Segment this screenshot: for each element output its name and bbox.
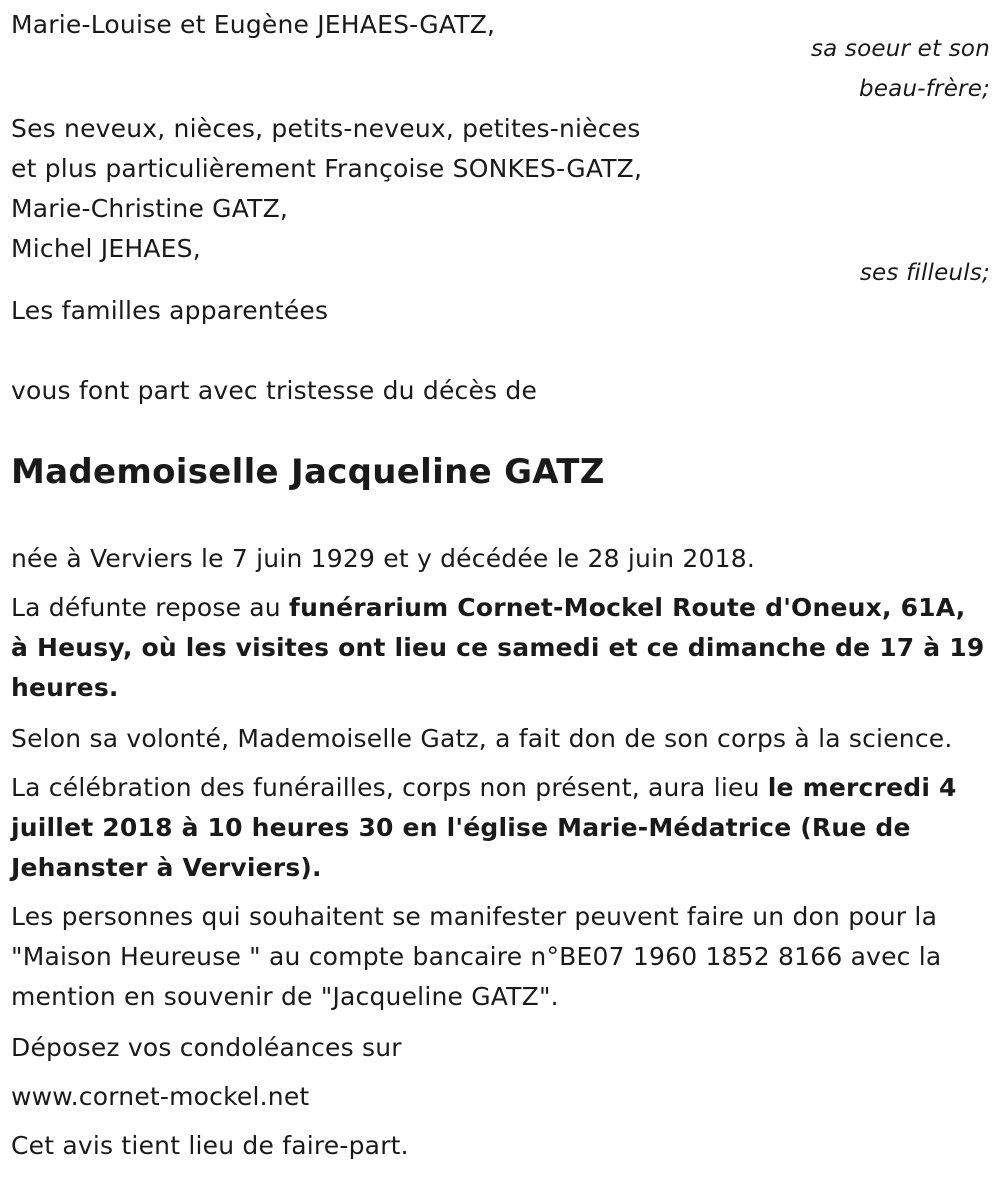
families-line: Les familles apparentées — [11, 296, 329, 325]
donation-paragraph: Les personnes qui souhaitent se manifester peuvent faire un don pour la "Maison Heureuse " au compte bancaire n°BE07 1960 1852 8166 avec la mention en souvenir de "Jacqueline GATZ". — [11, 902, 942, 1011]
deceased-name: Mademoiselle Jacqueline GATZ — [11, 452, 605, 492]
science-line: Selon sa volonté, Mademoiselle Gatz, a fait don de son corps à la science. — [11, 724, 953, 753]
notice-line: Cet avis tient lieu de faire-part. — [11, 1131, 409, 1160]
nephews-line-3: Marie-Christine GATZ, — [11, 194, 289, 223]
nephews-line-2: et plus particulièrement Françoise SONKES-GATZ, — [11, 154, 643, 183]
nephews-line-1: Ses neveux, nièces, petits-neveux, petites-nièces — [11, 114, 641, 143]
sister-line: Marie-Louise et Eugène JEHAES-GATZ, — [11, 10, 496, 39]
rest-paragraph: La défunte repose au funérarium Cornet-Mockel Route d'Oneux, 61A, à Heusy, où les visites ont lieu ce samedi et ce dimanche de 17 à 19 heures. — [11, 593, 985, 702]
birth-death-line: née à Verviers le 7 juin 1929 et y décédée le 28 juin 2018. — [11, 544, 755, 573]
ceremony-paragraph: La célébration des funérailles, corps non présent, aura lieu le mercredi 4 juillet 2018 à 10 heures 30 en l'église Marie-Médatrice (Rue de Jehanster à Verviers). — [11, 773, 957, 882]
website-link[interactable]: www.cornet-mockel.net — [11, 1082, 310, 1111]
sister-role-2: beau-frère; — [859, 76, 990, 102]
nephews-line-4: Michel JEHAES, — [11, 234, 201, 263]
sister-role-1: sa soeur et son — [810, 36, 990, 62]
intro-line: vous font part avec tristesse du décès de — [11, 376, 538, 405]
godchildren-role: ses filleuls; — [859, 260, 990, 286]
condolences-line: Déposez vos condoléances sur — [11, 1033, 402, 1062]
